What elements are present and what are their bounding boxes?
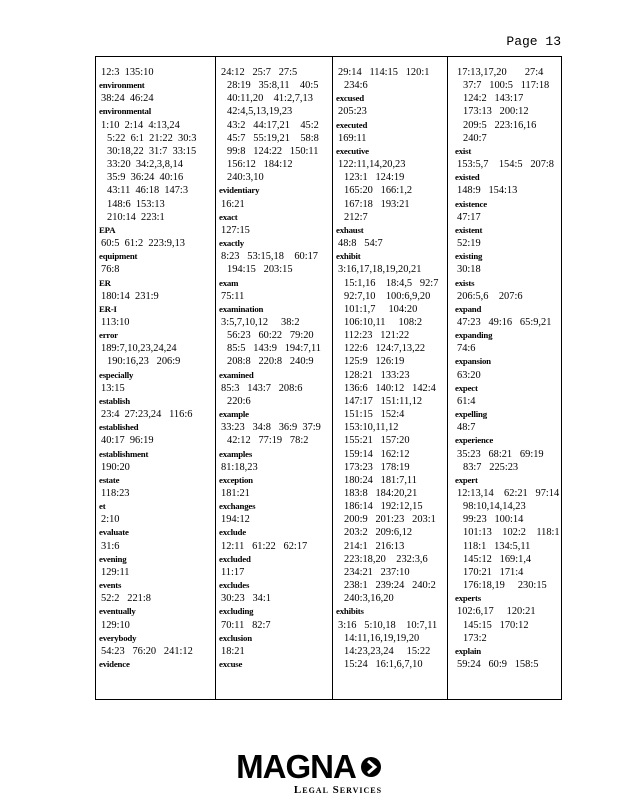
- page-line-reference: 240:7: [463, 132, 487, 144]
- page-line-reference: 234:6: [344, 80, 368, 92]
- index-term: explain: [455, 645, 481, 656]
- index-term: existing: [455, 251, 483, 262]
- index-term: example: [219, 409, 249, 420]
- page-line-reference: 30:18: [457, 264, 481, 276]
- page-line-reference: 129:11: [101, 566, 130, 578]
- page-line-reference: 74:6: [457, 343, 476, 355]
- index-term: excluding: [219, 606, 254, 617]
- page-line-reference: 155:21 157:20: [344, 435, 410, 447]
- page-line-reference: 170:21 171:4: [463, 566, 524, 578]
- index-term: environmental: [99, 106, 151, 117]
- page-line-reference: 165:20 166:1,2: [344, 185, 413, 197]
- index-term: ER: [99, 277, 111, 288]
- page-line-reference: 70:11 82:7: [221, 619, 271, 631]
- page-line-reference: 12:13,14 62:21 97:14: [457, 488, 560, 499]
- page-line-reference: 238:1 239:24 240:2: [344, 580, 436, 592]
- page-line-reference: 43:2 44:17,21 45:2: [227, 119, 319, 131]
- magna-logo: [0, 748, 618, 796]
- page-line-reference: 186:14 192:12,15: [344, 501, 423, 513]
- index-term: ER-I: [99, 303, 117, 314]
- index-term: existed: [455, 172, 480, 183]
- page-line-reference: 123:1 124:19: [344, 172, 405, 184]
- page-line-reference: 3:16,17,18,19,20,21: [338, 264, 422, 276]
- page-line-reference: 180:24 181:7,11: [344, 474, 417, 486]
- page-line-reference: 17:13,17,20 27:4: [457, 67, 544, 78]
- page-line-reference: 99:8 124:22 150:11: [227, 145, 319, 157]
- page-line-reference: 209:5 223:16,16: [463, 119, 537, 131]
- page-line-reference: 48:8 54:7: [338, 238, 383, 250]
- page-line-reference: 13:15: [101, 382, 125, 394]
- index-term: expand: [455, 303, 482, 314]
- page-line-reference: 240:3,16,20: [344, 593, 394, 605]
- index-term: expansion: [455, 356, 491, 367]
- page-line-reference: 223:18,20 232:3,6: [344, 553, 428, 565]
- page-line-reference: 169:11: [338, 132, 367, 144]
- page-line-reference: 101:13 102:2 118:1: [463, 527, 560, 539]
- page-line-reference: 206:5,6 207:6: [457, 290, 523, 302]
- page-line-reference: 63:20: [457, 369, 481, 381]
- page-line-reference: 214:1 216:13: [344, 540, 405, 552]
- index-term: exhibit: [336, 251, 361, 262]
- page-line-reference: 118:1 134:5,11: [463, 540, 531, 552]
- page-line-reference: 48:7: [457, 422, 476, 434]
- page-line-reference: 81:18,23: [221, 461, 258, 473]
- index-term: exclude: [219, 527, 246, 538]
- index-term: excused: [336, 93, 364, 104]
- page-line-reference: 42:4,5,13,19,23: [227, 106, 293, 118]
- page-line-reference: 167:18 193:21: [344, 198, 410, 210]
- index-term: eventually: [99, 606, 136, 617]
- page-line-reference: 35:23 68:21 69:19: [457, 448, 544, 460]
- page-line-reference: 12:3 135:10: [101, 67, 154, 78]
- page-line-reference: 8:23 53:15,18 60:17: [221, 251, 318, 263]
- index-term: examination: [219, 303, 264, 314]
- page-line-reference: 156:12 184:12: [227, 159, 293, 171]
- page-line-reference: 31:6: [101, 540, 120, 552]
- page-line-reference: 194:12: [221, 514, 250, 526]
- page-number: Page 13: [506, 34, 561, 49]
- page-line-reference: 113:10: [101, 316, 130, 328]
- page-line-reference: 83:7 225:23: [463, 461, 519, 473]
- page-line-reference: 42:12 77:19 78:2: [227, 435, 309, 447]
- page-line-reference: 47:23 49:16 65:9,21: [457, 316, 552, 328]
- index-term: examined: [219, 369, 254, 380]
- page-line-reference: 14:11,16,19,19,20: [344, 632, 420, 644]
- index-term: executive: [336, 145, 369, 156]
- page-line-reference: 112:23 121:22: [344, 330, 410, 342]
- page-line-reference: 92:7,10 100:6,9,20: [344, 290, 431, 302]
- index-term: exact: [219, 211, 238, 222]
- index-term: error: [99, 330, 118, 341]
- page-line-reference: 127:15: [221, 224, 250, 236]
- index-term: environment: [99, 80, 145, 91]
- index-term: especially: [99, 369, 134, 380]
- page-line-reference: 200:9 201:23 203:1: [344, 514, 436, 526]
- page-line-reference: 76:8: [101, 264, 120, 276]
- page-line-reference: 240:3,10: [227, 172, 264, 184]
- page-line-reference: 40:11,20 41:2,7,13: [227, 93, 313, 105]
- page-line-reference: 35:9 36:24 40:16: [107, 172, 184, 184]
- index-term: establishment: [99, 448, 149, 459]
- page-line-reference: 148:9 154:13: [457, 185, 518, 197]
- page-line-reference: 33:23 34:8 36:9 37:9: [221, 422, 321, 434]
- word-index-table: [95, 56, 562, 700]
- page-line-reference: 30:23 34:1: [221, 593, 271, 605]
- page-line-reference: 124:2 143:17: [463, 93, 524, 105]
- index-term: evaluate: [99, 527, 129, 538]
- page-line-reference: 24:12 25:7 27:5: [221, 67, 298, 78]
- page-line-reference: 85:5 143:9 194:7,11: [227, 343, 321, 355]
- chevron-right-circle-icon: [360, 756, 382, 778]
- page-line-reference: 11:17: [221, 566, 245, 578]
- index-column-3: [332, 57, 447, 699]
- index-term: excuse: [219, 659, 243, 670]
- page-line-reference: 147:17 151:11,12: [344, 395, 423, 407]
- page-line-reference: 52:2 221:8: [101, 593, 151, 605]
- index-term: established: [99, 422, 139, 433]
- page-line-reference: 122:6 124:7,13,22: [344, 343, 426, 355]
- page-line-reference: 183:8 184:20,21: [344, 488, 418, 499]
- page-line-reference: 98:10,14,14,23: [463, 501, 526, 513]
- page-line-reference: 190:16,23 206:9: [107, 356, 181, 368]
- index-term: evening: [99, 553, 127, 564]
- page-line-reference: 37:7 100:5 117:18: [463, 80, 550, 92]
- index-term: equipment: [99, 251, 138, 262]
- page-line-reference: 54:23 76:20 241:12: [101, 645, 193, 657]
- index-term: EPA: [99, 224, 116, 235]
- index-term: exam: [219, 277, 239, 288]
- index-term: exactly: [219, 238, 244, 249]
- index-term: excludes: [219, 580, 250, 591]
- page-line-reference: 1:10 2:14 4:13,24: [101, 119, 180, 131]
- index-column-2: [215, 57, 335, 699]
- page-line-reference: 145:15 170:12: [463, 619, 529, 631]
- page-line-reference: 128:21 133:23: [344, 369, 410, 381]
- logo-tagline: Legal Services: [293, 784, 383, 796]
- index-term: estate: [99, 474, 120, 485]
- page-line-reference: 159:14 162:12: [344, 448, 410, 460]
- page-line-reference: 23:4 27:23,24 116:6: [101, 409, 193, 421]
- page-line-reference: 181:21: [221, 488, 250, 499]
- page-line-reference: 18:21: [221, 645, 245, 657]
- page-line-reference: 29:14 114:15 120:1: [338, 67, 430, 78]
- index-term: experts: [455, 593, 481, 604]
- index-term: expect: [455, 382, 478, 393]
- index-term: exchanges: [219, 501, 256, 512]
- page-line-reference: 190:20: [101, 461, 130, 473]
- page-line-reference: 60:5 61:2 223:9,13: [101, 238, 185, 250]
- page-line-reference: 12:11 61:22 62:17: [221, 540, 308, 552]
- page-line-reference: 101:1,7 104:20: [344, 303, 418, 315]
- page-line-reference: 129:10: [101, 619, 130, 631]
- page-line-reference: 2:10: [101, 514, 120, 526]
- page-line-reference: 145:12 169:1,4: [463, 553, 532, 565]
- index-term: evidentiary: [219, 185, 260, 196]
- index-term: et: [99, 501, 106, 512]
- page-line-reference: 153:5,7 154:5 207:8: [457, 159, 554, 171]
- index-term: exist: [455, 145, 472, 156]
- page-line-reference: 28:19 35:8,11 40:5: [227, 80, 319, 92]
- page-line-reference: 173:23 178:19: [344, 461, 410, 473]
- index-term: expert: [455, 474, 478, 485]
- page-line-reference: 15:24 16:1,6,7,10: [344, 659, 423, 671]
- index-term: exception: [219, 474, 253, 485]
- page-line-reference: 212:7: [344, 211, 368, 223]
- page-line-reference: 205:23: [338, 106, 367, 118]
- page-line-reference: 56:23 60:22 79:20: [227, 330, 314, 342]
- page-line-reference: 125:9 126:19: [344, 356, 405, 368]
- page-line-reference: 189:7,10,23,24,24: [101, 343, 177, 355]
- page-line-reference: 106:10,11 108:2: [344, 316, 423, 328]
- page-line-reference: 99:23 100:14: [463, 514, 524, 526]
- page-line-reference: 5:22 6:1 21:22 30:3: [107, 132, 197, 144]
- page-line-reference: 75:11: [221, 290, 245, 302]
- page-line-reference: 148:6 153:13: [107, 198, 165, 210]
- page-line-reference: 43:11 46:18 147:3: [107, 185, 189, 197]
- index-term: existence: [455, 198, 487, 209]
- index-term: experience: [455, 435, 494, 446]
- index-term: evidence: [99, 659, 130, 670]
- page-line-reference: 3:5,7,10,12 38:2: [221, 316, 300, 328]
- index-term: exclusion: [219, 632, 252, 643]
- page-line-reference: 210:14 223:1: [107, 211, 165, 223]
- page-line-reference: 47:17: [457, 211, 481, 223]
- index-term: examples: [219, 448, 253, 459]
- page-line-reference: 122:11,14,20,23: [338, 159, 406, 171]
- logo-text: MAGNA: [236, 748, 356, 785]
- logo-wordmark: [236, 748, 382, 786]
- page-line-reference: 15:1,16 18:4,5 92:7: [344, 277, 439, 289]
- index-term: excluded: [219, 553, 251, 564]
- page-line-reference: 173:2: [463, 632, 487, 644]
- page-line-reference: 3:16 5:10,18 10:7,11: [338, 619, 438, 631]
- page-line-reference: 208:8 220:8 240:9: [227, 356, 314, 368]
- index-term: existent: [455, 224, 483, 235]
- index-column-4: [447, 57, 562, 699]
- index-term: exists: [455, 277, 475, 288]
- index-term: events: [99, 580, 122, 591]
- page-line-reference: 102:6,17 120:21: [457, 606, 536, 618]
- page-line-reference: 33:20 34:2,3,8,14: [107, 159, 183, 171]
- page-line-reference: 153:10,11,12: [344, 422, 399, 434]
- page-line-reference: 45:7 55:19,21 58:8: [227, 132, 319, 144]
- page-line-reference: 151:15 152:4: [344, 409, 405, 421]
- page-line-reference: 136:6 140:12 142:4: [344, 382, 436, 394]
- page-line-reference: 234:21 237:10: [344, 566, 410, 578]
- page-line-reference: 194:15 203:15: [227, 264, 293, 276]
- page-line-reference: 176:18,19 230:15: [463, 580, 547, 592]
- page-line-reference: 52:19: [457, 238, 481, 250]
- page-line-reference: 40:17 96:19: [101, 435, 154, 447]
- index-column-1: [96, 57, 216, 699]
- index-term: exhaust: [336, 224, 364, 235]
- page-line-reference: 118:23: [101, 488, 130, 499]
- page-line-reference: 61:4: [457, 395, 476, 407]
- page-line-reference: 180:14 231:9: [101, 290, 159, 302]
- page-line-reference: 173:13 200:12: [463, 106, 529, 118]
- page-line-reference: 203:2 209:6,12: [344, 527, 413, 539]
- index-term: executed: [336, 119, 368, 130]
- index-term: expelling: [455, 409, 487, 420]
- index-term: exhibits: [336, 606, 364, 617]
- page-line-reference: 59:24 60:9 158:5: [457, 659, 539, 671]
- page-line-reference: 38:24 46:24: [101, 93, 154, 105]
- index-term: establish: [99, 395, 130, 406]
- page-line-reference: 14:23,23,24 15:22: [344, 645, 431, 657]
- page-line-reference: 30:18,22 31:7 33:15: [107, 145, 197, 157]
- page-line-reference: 85:3 143:7 208:6: [221, 382, 303, 394]
- page-line-reference: 220:6: [227, 395, 251, 407]
- index-term: everybody: [99, 632, 137, 643]
- page-line-reference: 16:21: [221, 198, 245, 210]
- index-term: expanding: [455, 330, 493, 341]
